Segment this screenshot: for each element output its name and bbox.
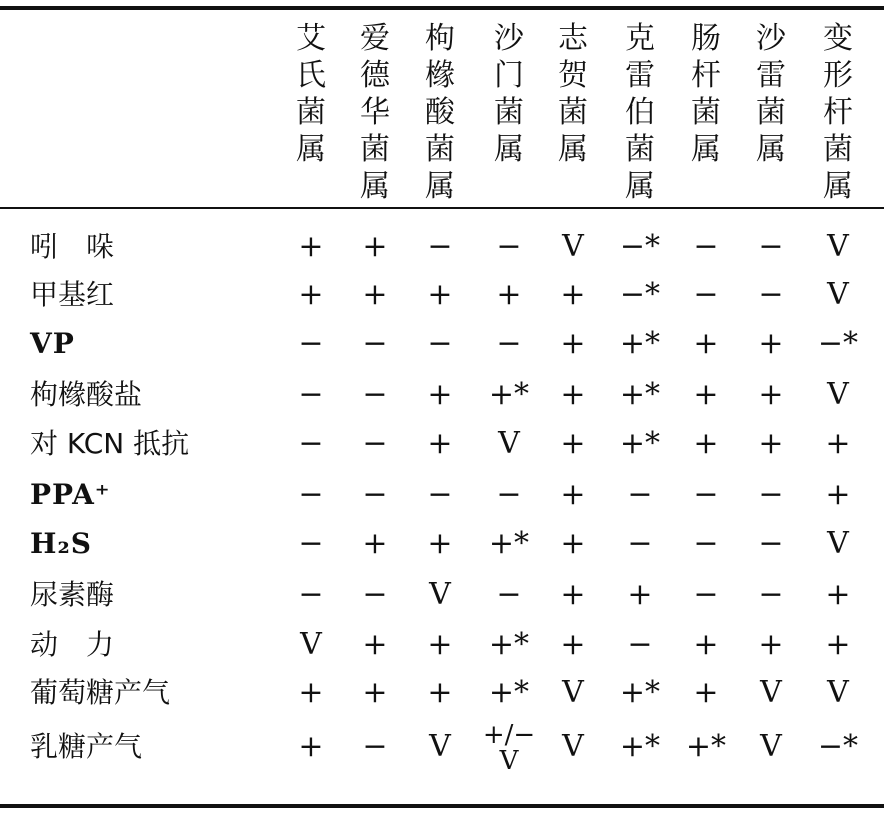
table-cell: + — [693, 377, 719, 412]
table-cell: − — [758, 526, 784, 561]
table-cell: − — [693, 577, 719, 612]
table-cell: + — [560, 277, 586, 312]
table-cell: + — [560, 426, 586, 461]
column-header: 沙 门 菌 属 — [494, 21, 524, 167]
table-cell: V — [827, 526, 849, 561]
table-cell: + — [758, 426, 784, 461]
table-cell: +* — [619, 377, 661, 412]
table-cell: V — [827, 229, 849, 264]
row-label: 甲基红 — [30, 278, 115, 311]
table-cell: V — [562, 729, 584, 764]
column-header: 枸 橼 酸 菌 属 — [425, 21, 455, 204]
column-header: 爱 德 华 菌 属 — [360, 21, 390, 204]
table-cell: − — [627, 627, 653, 662]
table-cell: −* — [817, 326, 859, 361]
bottom-rule — [0, 804, 884, 808]
table-cell: + — [298, 229, 324, 264]
table-cell: − — [693, 229, 719, 264]
header-rule — [0, 207, 884, 209]
column-header: 志 贺 菌 属 — [558, 21, 588, 167]
table-cell: + — [298, 675, 324, 710]
table-cell: +* — [488, 675, 530, 710]
table-cell: − — [496, 577, 522, 612]
table-cell: V — [498, 426, 520, 461]
table-cell: +* — [488, 526, 530, 561]
row-label: 葡萄糖产气 — [30, 676, 171, 709]
table-cell: + — [560, 577, 586, 612]
table-cell: + — [560, 627, 586, 662]
table-cell: −* — [619, 229, 661, 264]
table-cell: − — [427, 477, 453, 512]
table-cell: V — [562, 229, 584, 264]
column-header: 肠 杆 菌 属 — [691, 21, 721, 167]
table-cell: + — [627, 577, 653, 612]
column-header: 变 形 杆 菌 属 — [823, 21, 853, 204]
table-cell: − — [298, 426, 324, 461]
table-cell: − — [496, 229, 522, 264]
table-cell: + — [693, 627, 719, 662]
table-cell: −* — [619, 277, 661, 312]
table-cell: + — [693, 426, 719, 461]
table-cell: − — [758, 277, 784, 312]
table-cell: +* — [619, 675, 661, 710]
row-label: 对 KCN 抵抗 — [30, 427, 190, 460]
table-cell: + — [427, 426, 453, 461]
table-cell: − — [298, 526, 324, 561]
table-cell: + — [362, 526, 388, 561]
table-cell: −* — [817, 729, 859, 764]
row-label: 尿素酶 — [30, 578, 115, 611]
row-label: 吲 哚 — [30, 230, 115, 263]
column-header: 沙 雷 菌 属 — [756, 21, 786, 167]
row-label: PPA⁺ — [30, 478, 111, 511]
table-cell: − — [496, 477, 522, 512]
table-cell: +* — [619, 326, 661, 361]
table-cell: + — [427, 277, 453, 312]
table-cell: − — [298, 377, 324, 412]
table-cell: − — [362, 426, 388, 461]
table-cell: V — [827, 377, 849, 412]
table-cell: + — [427, 377, 453, 412]
table-cell: + — [758, 377, 784, 412]
table-cell: +* — [488, 627, 530, 662]
table-cell: − — [693, 277, 719, 312]
table-cell: + — [693, 326, 719, 361]
table-cell: + — [693, 675, 719, 710]
table-cell: − — [627, 526, 653, 561]
table-cell: +* — [619, 729, 661, 764]
table-cell: + — [427, 675, 453, 710]
top-rule — [0, 6, 884, 10]
table-cell: + — [560, 477, 586, 512]
table-cell: + — [298, 277, 324, 312]
table-cell: V — [562, 675, 584, 710]
table-cell: +* — [488, 377, 530, 412]
table-cell: − — [496, 326, 522, 361]
table-cell: + — [825, 577, 851, 612]
table-cell: − — [427, 229, 453, 264]
table-cell: + — [758, 627, 784, 662]
row-label: VP — [30, 327, 75, 360]
table-cell: − — [298, 326, 324, 361]
table-cell: V — [429, 577, 451, 612]
table-cell: + — [560, 326, 586, 361]
table-cell: V — [827, 277, 849, 312]
table-cell: + — [560, 526, 586, 561]
table-cell: − — [627, 477, 653, 512]
table-cell: V — [300, 627, 322, 662]
table-cell: − — [427, 326, 453, 361]
table-cell: + — [427, 526, 453, 561]
table-cell: − — [758, 577, 784, 612]
table-cell: − — [362, 729, 388, 764]
table-cell: − — [298, 477, 324, 512]
table-cell: − — [362, 577, 388, 612]
table-cell: − — [693, 526, 719, 561]
table-cell: + — [298, 729, 324, 764]
table-cell: V — [760, 675, 782, 710]
table-cell: + — [560, 377, 586, 412]
table-cell: V — [760, 729, 782, 764]
table-cell: + — [825, 477, 851, 512]
table-cell: − — [298, 577, 324, 612]
table-cell: V — [429, 729, 451, 764]
table-cell: − — [362, 477, 388, 512]
table-cell: + — [362, 229, 388, 264]
row-label: 动 力 — [30, 628, 115, 661]
row-label: H₂S — [30, 527, 92, 560]
column-header: 克 雷 伯 菌 属 — [625, 21, 655, 204]
table-cell: − — [693, 477, 719, 512]
table-cell: − — [362, 326, 388, 361]
table-cell: + — [496, 277, 522, 312]
column-header: 艾 氏 菌 属 — [296, 21, 326, 167]
table-cell: +* — [685, 729, 727, 764]
row-label: 乳糖产气 — [30, 730, 143, 763]
row-label: 枸橼酸盐 — [30, 378, 143, 411]
table-cell: + — [825, 627, 851, 662]
table-cell: +* — [619, 426, 661, 461]
table-cell: − — [362, 377, 388, 412]
table-cell: +/− V — [482, 720, 536, 776]
table-cell: + — [362, 277, 388, 312]
table-cell: + — [362, 675, 388, 710]
table-cell: V — [827, 675, 849, 710]
table-cell: + — [362, 627, 388, 662]
table-cell: + — [758, 326, 784, 361]
table-cell: + — [825, 426, 851, 461]
table-cell: + — [427, 627, 453, 662]
table-cell: − — [758, 229, 784, 264]
table-cell: − — [758, 477, 784, 512]
